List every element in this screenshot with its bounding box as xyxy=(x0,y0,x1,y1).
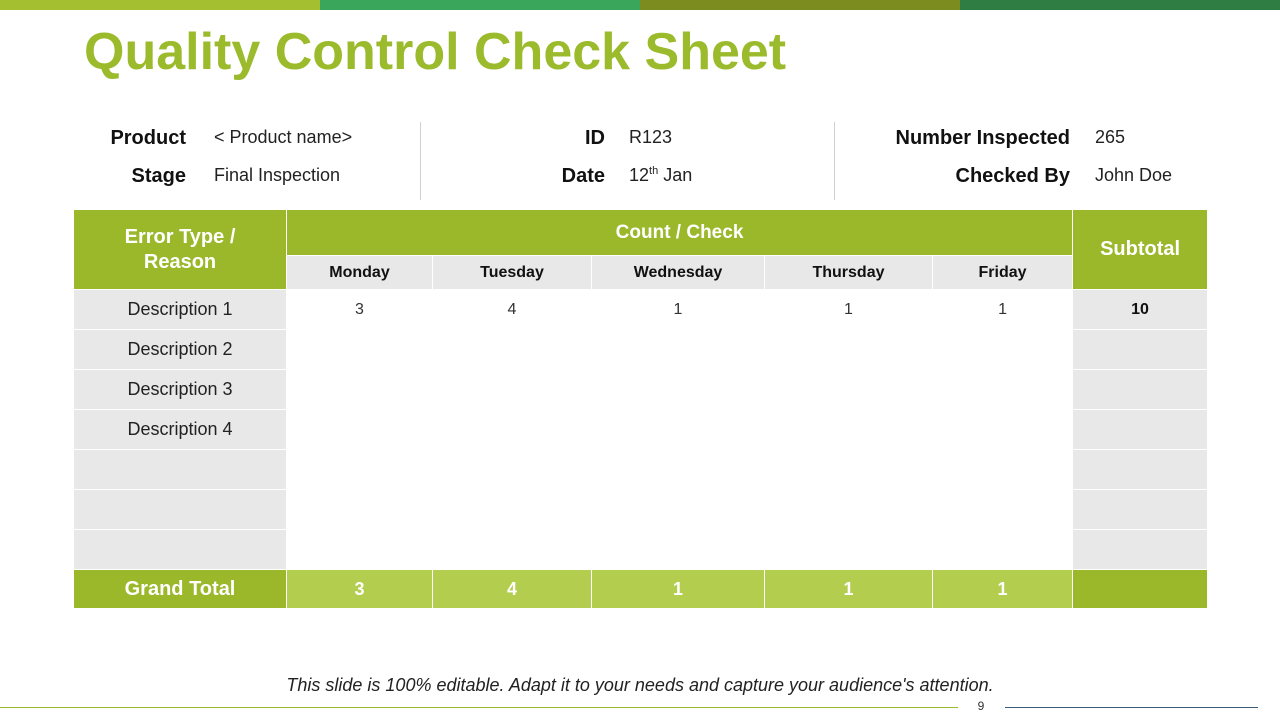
subtotal-cell xyxy=(1073,490,1208,530)
count-cell xyxy=(933,370,1073,410)
header-row xyxy=(74,210,1208,256)
subtotal-cell xyxy=(1073,450,1208,490)
grand-total-cell: 3 xyxy=(287,570,433,609)
grand-total-cell: 1 xyxy=(765,570,933,609)
check-sheet-table xyxy=(73,209,1208,609)
count-cell xyxy=(287,330,433,370)
subtotal-cell xyxy=(1073,410,1208,450)
info-group-product xyxy=(0,122,420,200)
top-bar-segment-1 xyxy=(0,0,320,10)
day-header: Wednesday xyxy=(592,256,765,290)
number-inspected-value: 265 xyxy=(1095,127,1126,147)
error-description: Description 2 xyxy=(74,330,287,370)
top-bar-segment-4 xyxy=(960,0,1280,10)
date-label: Date xyxy=(561,165,605,187)
day-header: Friday xyxy=(933,256,1073,290)
date-value xyxy=(629,165,692,186)
date-month: Jan xyxy=(658,165,693,185)
count-cell xyxy=(433,490,592,530)
count-cell xyxy=(287,450,433,490)
count-cell: 1 xyxy=(592,290,765,330)
table-row xyxy=(74,450,1208,490)
info-group-id xyxy=(421,122,834,200)
count-cell xyxy=(765,370,933,410)
count-cell xyxy=(592,450,765,490)
footer-line-right xyxy=(1005,707,1258,708)
top-bar-segment-3 xyxy=(640,0,960,10)
grand-total-label: Grand Total xyxy=(74,570,287,609)
day-header: Tuesday xyxy=(433,256,592,290)
count-cell xyxy=(765,330,933,370)
date-suffix: th xyxy=(649,165,659,177)
product-value: < Product name> xyxy=(214,127,353,147)
table-row xyxy=(74,530,1208,570)
top-accent-bar xyxy=(0,0,1280,10)
count-cell xyxy=(765,410,933,450)
subtotal-cell xyxy=(1073,530,1208,570)
grand-total-subtotal xyxy=(1073,570,1208,609)
id-label: ID xyxy=(585,127,605,149)
table-row xyxy=(74,370,1208,410)
checked-by-value: John Doe xyxy=(1095,165,1173,185)
table-row xyxy=(74,290,1208,330)
page-number: 9 xyxy=(977,699,985,713)
count-cell xyxy=(287,530,433,570)
count-check-header: Count / Check xyxy=(287,210,1073,256)
footnote: This slide is 100% editable. Adapt it to your needs and capture your audience's attention. xyxy=(286,675,994,695)
count-cell xyxy=(433,370,592,410)
error-description xyxy=(74,450,287,490)
error-description: Description 4 xyxy=(74,410,287,450)
table-row xyxy=(74,490,1208,530)
error-description: Description 1 xyxy=(74,290,287,330)
count-cell xyxy=(765,530,933,570)
product-label: Product xyxy=(110,127,186,149)
count-cell xyxy=(287,490,433,530)
count-cell xyxy=(287,370,433,410)
count-cell xyxy=(933,330,1073,370)
table-row xyxy=(74,330,1208,370)
day-header: Thursday xyxy=(765,256,933,290)
count-cell: 3 xyxy=(287,290,433,330)
grand-total-cell: 1 xyxy=(592,570,765,609)
count-cell xyxy=(592,530,765,570)
error-type-header: Error Type / Reason xyxy=(74,210,287,290)
count-cell xyxy=(433,530,592,570)
count-cell: 1 xyxy=(933,290,1073,330)
error-description: Description 3 xyxy=(74,370,287,410)
count-cell xyxy=(433,330,592,370)
stage-value: Final Inspection xyxy=(214,165,341,185)
count-cell xyxy=(765,450,933,490)
grand-total-cell: 4 xyxy=(433,570,592,609)
count-cell xyxy=(592,370,765,410)
count-cell xyxy=(765,490,933,530)
subtotal-cell: 10 xyxy=(1073,290,1208,330)
count-cell xyxy=(933,410,1073,450)
count-cell xyxy=(592,490,765,530)
grand-total-row xyxy=(74,570,1208,609)
footer-line-left xyxy=(0,707,958,708)
info-group-inspected xyxy=(835,122,1280,200)
count-cell xyxy=(933,450,1073,490)
subtotal-cell xyxy=(1073,370,1208,410)
grand-total-cell: 1 xyxy=(933,570,1073,609)
count-cell xyxy=(933,530,1073,570)
table-row xyxy=(74,410,1208,450)
subtotal-header: Subtotal xyxy=(1073,210,1208,290)
error-description xyxy=(74,490,287,530)
count-cell xyxy=(287,410,433,450)
count-cell xyxy=(592,410,765,450)
error-description xyxy=(74,530,287,570)
count-cell: 1 xyxy=(765,290,933,330)
checked-by-label: Checked By xyxy=(955,165,1070,187)
count-cell xyxy=(433,410,592,450)
count-cell xyxy=(433,450,592,490)
date-day: 12 xyxy=(629,165,650,185)
id-value: R123 xyxy=(629,127,673,147)
table-body xyxy=(74,290,1208,570)
count-cell xyxy=(592,330,765,370)
top-bar-segment-2 xyxy=(320,0,640,10)
count-cell: 4 xyxy=(433,290,592,330)
number-inspected-label: Number Inspected xyxy=(895,127,1070,149)
stage-label: Stage xyxy=(131,165,186,187)
subtotal-cell xyxy=(1073,330,1208,370)
day-header: Monday xyxy=(287,256,433,290)
count-cell xyxy=(933,490,1073,530)
page-title: Quality Control Check Sheet xyxy=(84,23,787,81)
